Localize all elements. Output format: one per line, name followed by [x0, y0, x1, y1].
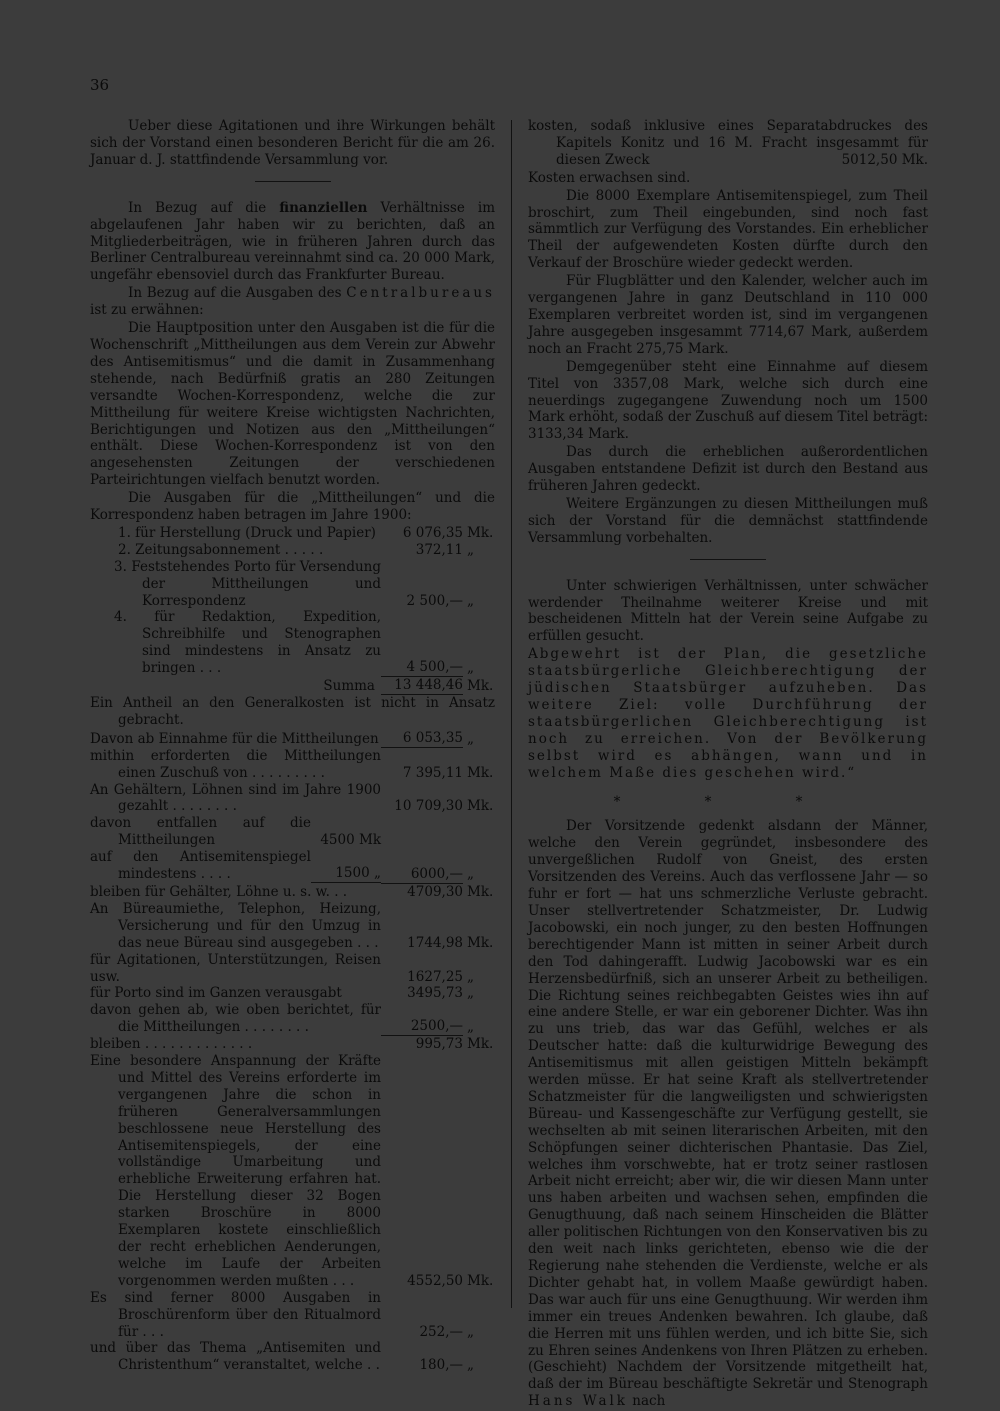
finance-paragraph: In Bezug auf die finanziellen Verhältnisse im abgelaufenen Jahr haben wir zu berichten, daß an Mitgliederbeiträgen, wie in früheren Jahren durch das Berliner Centralbureau vereinnahmt sind ca. 20 000 Mark, ungefähr ebensoviel durch das Frankfurter Bureau.: [90, 199, 495, 284]
ausgaben-paragraph: In Bezug auf die Ausgaben des Centralbureaus ist zu erwähnen:: [90, 285, 495, 319]
ritualmord-row: Es sind ferner 8000 Ausgaben in Broschürenform über den Ritualmord für . . . 252,— „: [90, 1289, 474, 1340]
hans-walk-name: Hans Walk: [528, 1393, 628, 1410]
antisemitenspiegel-row: auf den Antisemitenspiegel mindestens . . . . 1500 „ 6000,— „: [90, 849, 474, 883]
finanziellen-bold: finanziellen: [279, 199, 368, 216]
bureaumiethe-row: An Büreaumiethe, Telephon, Heizung, Versicherung und für den Umzug in das neue Büreau sind ausgegeben . . . 1744,98 Mk.: [90, 900, 494, 951]
kosten-paragraph: kosten, sodaß inklusive eines Separatabdruckes des Kapitels Konitz und 16 M. Fracht insgesammt für diesen Zweck 5012,50 Mk.: [528, 118, 928, 168]
column-divider: [511, 120, 512, 1308]
ausgaben-intro: Die Ausgaben für die „Mittheilungen“ und die Korrespondenz haben betragen im Jahre 1900:: [90, 490, 495, 524]
item-herstellung: 1. für Herstellung (Druck und Papier) 6 076,35 Mk.: [118, 524, 494, 541]
einnahme-row: Davon ab Einnahme für die Mittheilungen 6 053,35 „: [90, 729, 474, 747]
item-redaktion: 4. für Redaktion, Expedition, Schreibhilfe und Stenographen sind mindestens in Ansatz zu bringen . . . 4 500,— „: [114, 609, 474, 677]
ergaenzungen-paragraph: Weitere Ergänzungen zu diesen Mittheilungen muß sich der Vorstand für die demnächst stattfindende Versammlung vorbehalten.: [528, 495, 928, 546]
item-zeitungsabonnement: 2. Zeitungsabonnement . . . . . 372,11 „: [118, 541, 474, 558]
antheil-note: Ein Antheil an den Generalkosten ist nicht in Ansatz gebracht.: [90, 695, 495, 728]
agitationen-row: für Agitationen, Unterstützungen, Reisen usw. 1627,25 „: [90, 951, 474, 985]
gehaelter-row: An Gehältern, Löhnen sind im Jahre 1900 gezahlt . . . . . . . . 10 709,30 Mk.: [90, 781, 494, 815]
zuschuss-row: mithin erforderten die Mittheilungen einen Zuschuß von . . . . . . . . . 7 395,11 Mk.: [90, 747, 494, 781]
defizit-paragraph: Das durch die erheblichen außerordentlichen Ausgaben entstandene Defizit ist durch den Bestand aus früheren Jahren gedeckt.: [528, 444, 928, 495]
abgewehrt-paragraph: Abgewehrt ist der Plan, die gesetzliche staatsbürgerliche Gleichberechtigung der jüdischen Staatsbürger aufzuheben. Das weitere Ziel: volle Durchführung der staatsbürgerlichen Gleichberechtigung ist noch zu erreichen. Von der Bevölkerung selbst wird es abhängen, wann und in welchem Maße dies geschehen wird.“: [528, 646, 928, 781]
item-porto: 3. Feststehendes Porto für Versendung der Mittheilungen und Korrespondenz 2 500,— „: [114, 558, 474, 609]
antisemitenspiegel-kosten-row: Eine besondere Anspannung der Kräfte und Mittel des Vereins erforderte im vergangenen Jahre die schon in früheren Generalversammlungen beschlossene neue Herstellung des Antisemitenspiegels, der eine vollständige Umarbeitung und erhebliche Erweiterung erfahren hat. Die Herstellung dieser 32 Bogen starken Broschüre in 8000 Exemplaren kostete einschließlich der recht erheblichen Aenderungen, welche im Laufe der Arbeiten vorgenommen werden mußten . . . 4552,50 Mk.: [90, 1053, 494, 1289]
flugblaetter-paragraph: Für Flugblätter und den Kalender, welcher auch im vergangenen Jahre in ganz Deutschland in 110 000 Exemplaren verbreitet worden ist, sind im vergangenen Jahre ausgegeben insgesammt 7714,67 Mark, außerdem noch an Fracht 275,75 Mark.: [528, 273, 928, 357]
christenthum-row: und über das Thema „Antisemiten und Christenthum“ veranstaltet, welche . . 180,— „: [90, 1340, 474, 1374]
hauptposition-paragraph: Die Hauptposition unter den Ausgaben ist die für die Wochenschrift „Mittheilungen aus dem Verein zur Abwehr des Antisemitismus“ und die damit in Zusammenhang stehende, nach Bedürfniß gratis an 280 Zeitungen versandte Wochen-Korrespondenz, welche die zur Mittheilung für weitere Kreise wichtigsten Nachrichten, Berichtigungen und Notizen aus den „Mittheilungen“ enthält. Diese Wochen-Korrespondenz ist von den angesehensten Zeitungen der verschiedenen Parteirichtungen vielfach benutzt worden.: [90, 320, 495, 489]
section-separator: [255, 181, 331, 182]
section-separator-right: [690, 559, 766, 560]
einnahme-paragraph: Demgegenüber steht eine Einnahme auf diesem Titel von 3357,08 Mark, welche sich durch eine neuerdings zugegangene Zuwendung noch um 1500 Mark erhöht, sodaß der Zuschuß auf diesem Titel beträgt: 3133,34 Mark.: [528, 358, 928, 443]
asterism: * * *: [613, 793, 843, 810]
schwierigen-paragraph: Unter schwierigen Verhältnissen, unter schwächer werdender Theilnahme weiterer Kreise und mit bescheidenen Mitteln hat der Verein seine Aufgabe zu erfüllen gesucht.: [528, 577, 928, 645]
intro-paragraph: Ueber diese Agitationen und ihre Wirkungen behält sich der Vorstand einen besonderen Bericht für die am 26. Januar d. J. stattfindende Versammlung vor.: [90, 118, 495, 168]
left-column: [90, 118, 495, 1374]
summa-row: Summa 13 448,46 Mk.: [323, 677, 494, 695]
exemplare-paragraph: Die 8000 Exemplare Antisemitenspiegel, zum Theil broschirt, zum Theil eingebunden, sind noch fast sämmtlich zur Verfügung des Vorstandes. Ein erheblicher Theil der aufgewendeten Kosten dürfte durch den Verkauf der Broschüre wieder gedeckt werden.: [528, 187, 928, 272]
vorsitzende-paragraph: Der Vorsitzende gedenkt alsdann der Männer, welche den Verein gegründet, insbesondere des unvergeßlichen Rudolf von Gneist, des ersten Vorsitzenden des Vereins. Auch das verflossene Jahr — so fuhr er fort — hat uns schmerzliche Verluste gebracht. Unser stellvertretender Schatzmeister, Dr. Ludwig Jacobowski, ein noch junger, zu den besten Hoffnungen berechtigender Mann ist mitten in seiner Arbeit durch den Tod dahingerafft. Ludwig Jacobowski war es ein Herzensbedürfniß, sich an unserer Arbeit zu betheiligen. Die Richtung seines reichbegabten Geistes wies ihn auf eine andere Stelle, er war ein geborener Dichter. Was ihn zu uns trieb, das war das Gefühl, welches er als Deutscher hatte: daß die kulturwidrige Bewegung des Antisemitismus mit allen geistigen Mitteln bekämpft werden müsse. Er hat seine Kraft als stellvertretender Schatzmeister für die langweiligsten und schwierigsten Büreau- und Kassengeschäfte zur Verfügung gestellt, sie wechselten ab mit seinen literarischen Arbeiten, mit den Schöpfungen seiner dichterischen Phantasie. Das Ziel, welches ihm vorschwebte, hat er trotz seiner rastlosen Arbeit nicht erreicht; aber wir, die wir diesen Mann unter uns haben arbeiten und wachsen sehen, empfinden die Genugthuung, daß nach seinem Hinscheiden die Blätter aller politischen Richtungen von den Konservativen bis zu den weit nach links gerichteten, ebenso wie die der Regierung nahe stehenden die Verdienste, welche er als Dichter gehabt hat, in vollem Maaße gewürdigt haben. Das war auch für uns eine Genugthuung. Wir werden ihm immer ein treues Andenken bewahren. Ich glaube, daß die Herren mit uns fühlen werden, und ich bitte Sie, sich zu Ehren seines Andenkens von Ihren Plätzen zu erheben. (Geschieht) Nachdem der Vorsitzende mitgetheilt hat, daß der im Büreau beschäftigte Sekretär und Stenograph Hans Walk nach: [528, 818, 928, 1410]
bleiben-porto-row: bleiben . . . . . . . . . . . . . 995,73 Mk.: [90, 1036, 494, 1053]
right-column: [528, 118, 928, 1411]
page-number: 36: [90, 76, 110, 94]
porto-abzug-row: davon gehen ab, wie oben berichtet, für die Mittheilungen . . . . . . . . 2500,— „: [90, 1002, 474, 1036]
kosten-end: Kosten erwachsen sind.: [528, 169, 691, 186]
porto-gesamt-row: für Porto sind im Ganzen verausgabt 3495,73 „: [90, 985, 474, 1002]
bleiben-gehaelter-row: bleiben für Gehälter, Löhne u. s. w. . . 4709,30 Mk.: [90, 883, 494, 900]
entfallen-row: davon entfallen auf die Mittheilungen 4500 Mk: [90, 815, 381, 849]
